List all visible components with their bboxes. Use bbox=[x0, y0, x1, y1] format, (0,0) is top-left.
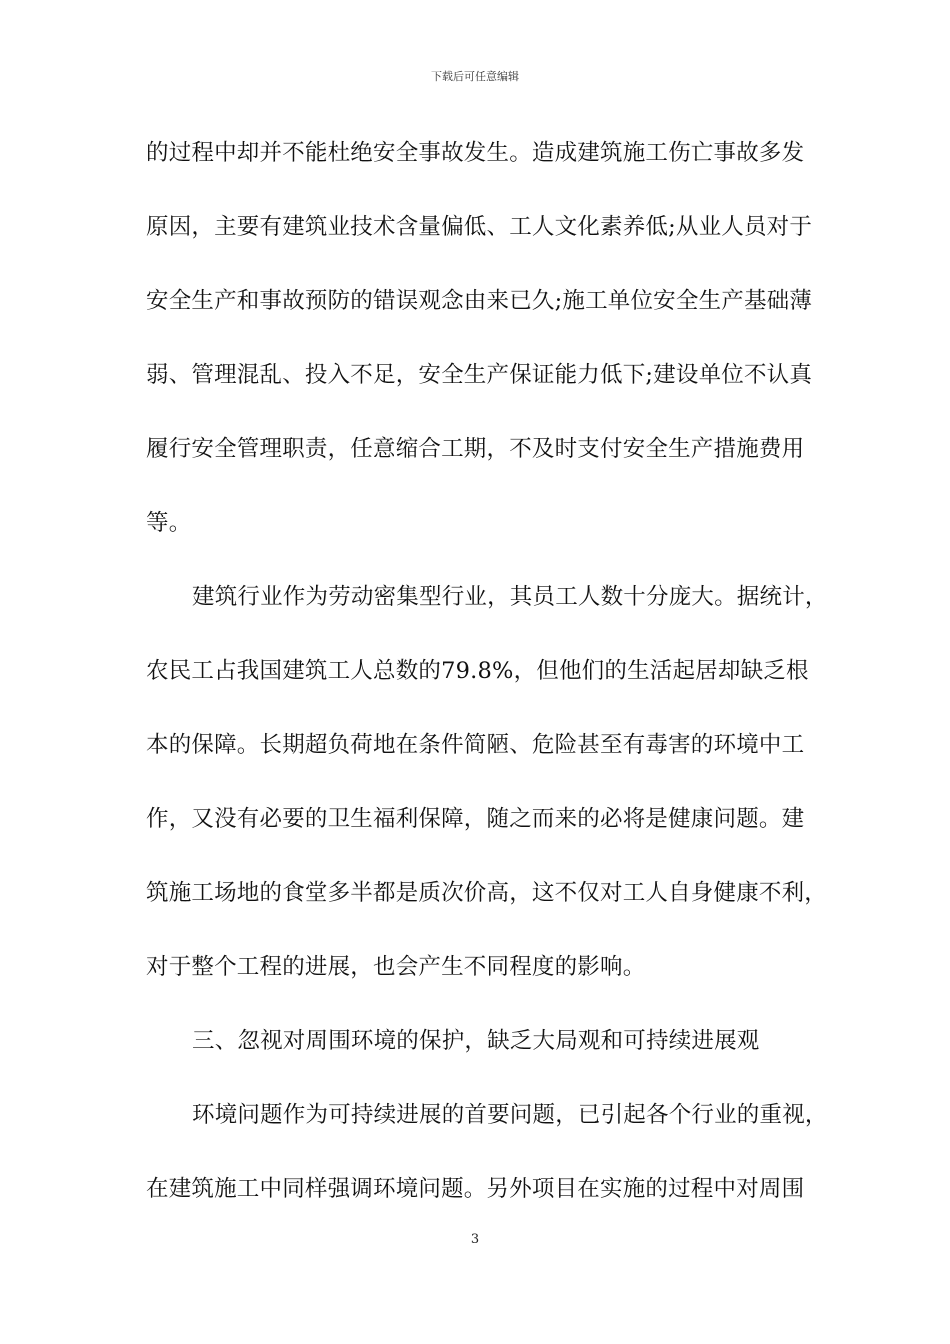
text-line: 的过程中却并不能杜绝安全事故发生。造成建筑施工伤亡事故多发 bbox=[146, 140, 805, 166]
paragraph-start-line: 环境问题作为可持续进展的首要问题，已引起各个行业的重视， bbox=[192, 1102, 828, 1128]
text-line: 安全生产和事故预防的错误观念由来已久;施工单位安全生产基础薄 bbox=[146, 288, 813, 314]
paragraph-start-line: 建筑行业作为劳动密集型行业，其员工人数十分庞大。据统计， bbox=[192, 584, 828, 610]
page-number: 3 bbox=[470, 1232, 480, 1247]
text-line: 原因，主要有建筑业技术含量偏低、工人文化素养低;从业人员对于 bbox=[146, 214, 813, 240]
text-line: 对于整个工程的进展，也会产生不同程度的影响。 bbox=[146, 954, 646, 980]
header-note: 下载后可任意编辑 bbox=[431, 70, 519, 83]
text-line: 等。 bbox=[146, 510, 192, 536]
text-line: 在建筑施工中同样强调环境问题。另外项目在实施的过程中对周围 bbox=[146, 1176, 805, 1202]
text-line: 本的保障。长期超负荷地在条件简陋、危险甚至有毒害的环境中工 bbox=[146, 732, 805, 758]
section-heading: 三、忽视对周围环境的保护，缺乏大局观和可持续进展观 bbox=[192, 1028, 760, 1054]
text-line: 农民工占我国建筑工人总数的79.8%，但他们的生活起居却缺乏根 bbox=[146, 658, 809, 684]
text-line: 弱、管理混乱、投入不足，安全生产保证能力低下;建设单位不认真 bbox=[146, 362, 813, 388]
text-line: 作，又没有必要的卫生福利保障，随之而来的必将是健康问题。建 bbox=[146, 806, 805, 832]
text-line: 履行安全管理职责，任意缩合工期，不及时支付安全生产措施费用 bbox=[146, 436, 805, 462]
body-text bbox=[146, 126, 826, 1236]
text-line: 筑施工场地的食堂多半都是质次价高，这不仅对工人自身健康不利， bbox=[146, 880, 828, 906]
